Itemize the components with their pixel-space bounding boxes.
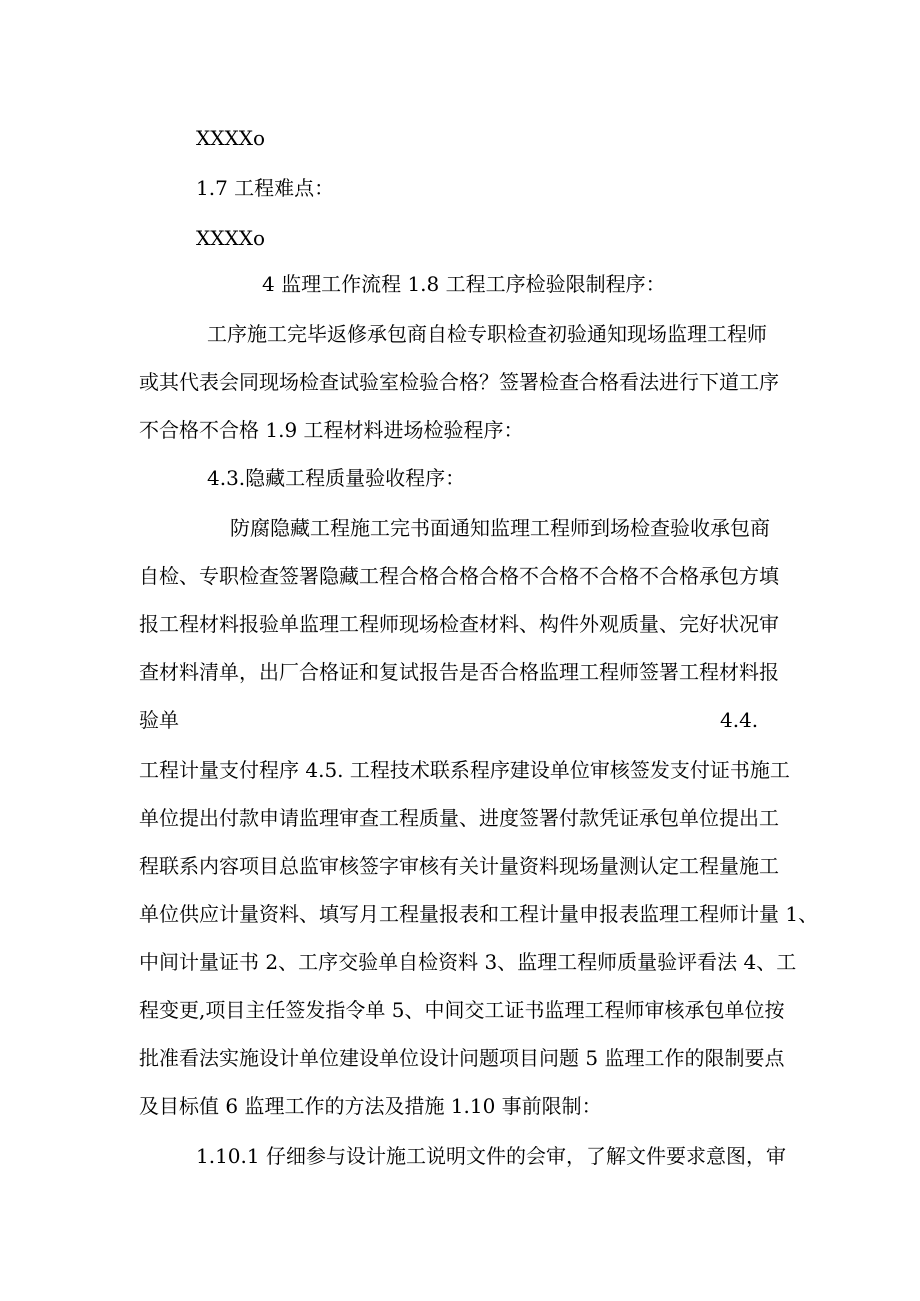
paragraph-line: 工序施工完毕返修承包商自检专职检查初验通知现场监理工程师 (207, 322, 767, 346)
section-heading: 1.7 工程难点： (196, 176, 335, 200)
section-heading: 4 监理工作流程 1.8 工程工序检验限制程序： (262, 272, 666, 296)
paragraph-line: 验单 (139, 708, 179, 732)
paragraph-line: 单位供应计量资料、填写月工程量报表和工程计量申报表监理工程师计量 1、 (139, 902, 819, 926)
paragraph-line: 自检、专职检查签署隐藏工程合格合格合格不合格不合格不合格承包方填 (139, 564, 779, 588)
paragraph-line: 1.10.1 仔细参与设计施工说明文件的会审，了解文件要求意图，审 (196, 1144, 786, 1168)
paragraph-line: 查材料清单，出厂合格证和复试报告是否合格监理工程师签署工程材料报 (139, 660, 779, 684)
paragraph-line: 工程计量支付程序 4.5. 工程技术联系程序建设单位审核签发支付证书施工 (139, 758, 790, 782)
paragraph-line: 或其代表会同现场检查试验室检验合格？签署检查合格看法进行下道工序 (139, 370, 779, 394)
text-line: XXXXo (196, 126, 265, 150)
paragraph-line: 报工程材料报验单监理工程师现场检查材料、构件外观质量、完好状况审 (139, 612, 779, 636)
paragraph-line: 及目标值 6 监理工作的方法及措施 1.10 事前限制： (139, 1094, 602, 1118)
section-heading: 4.3.隐藏工程质量验收程序： (207, 466, 466, 490)
section-number: 4.4. (720, 708, 759, 732)
paragraph-line: 中间计量证书 2、工序交验单自检资料 3、监理工程师质量验评看法 4、工 (139, 950, 797, 974)
paragraph-line: 程变更,项目主任签发指令单 5、中间交工证书监理工程师审核承包单位按 (139, 998, 785, 1022)
paragraph-line: 程联系内容项目总监审核签字审核有关计量资料现场量测认定工程量施工 (139, 854, 779, 878)
paragraph-line: 不合格不合格 1.9 工程材料进场检验程序： (139, 418, 524, 442)
text-line: XXXXo (196, 226, 265, 250)
paragraph-line: 单位提出付款申请监理审查工程质量、进度签署付款凭证承包单位提出工 (139, 806, 779, 830)
paragraph-line: 防腐隐藏工程施工完书面通知监理工程师到场检查验收承包商 (230, 516, 770, 540)
paragraph-line: 批准看法实施设计单位建设单位设计问题项目问题 5 监理工作的限制要点 (139, 1046, 785, 1070)
